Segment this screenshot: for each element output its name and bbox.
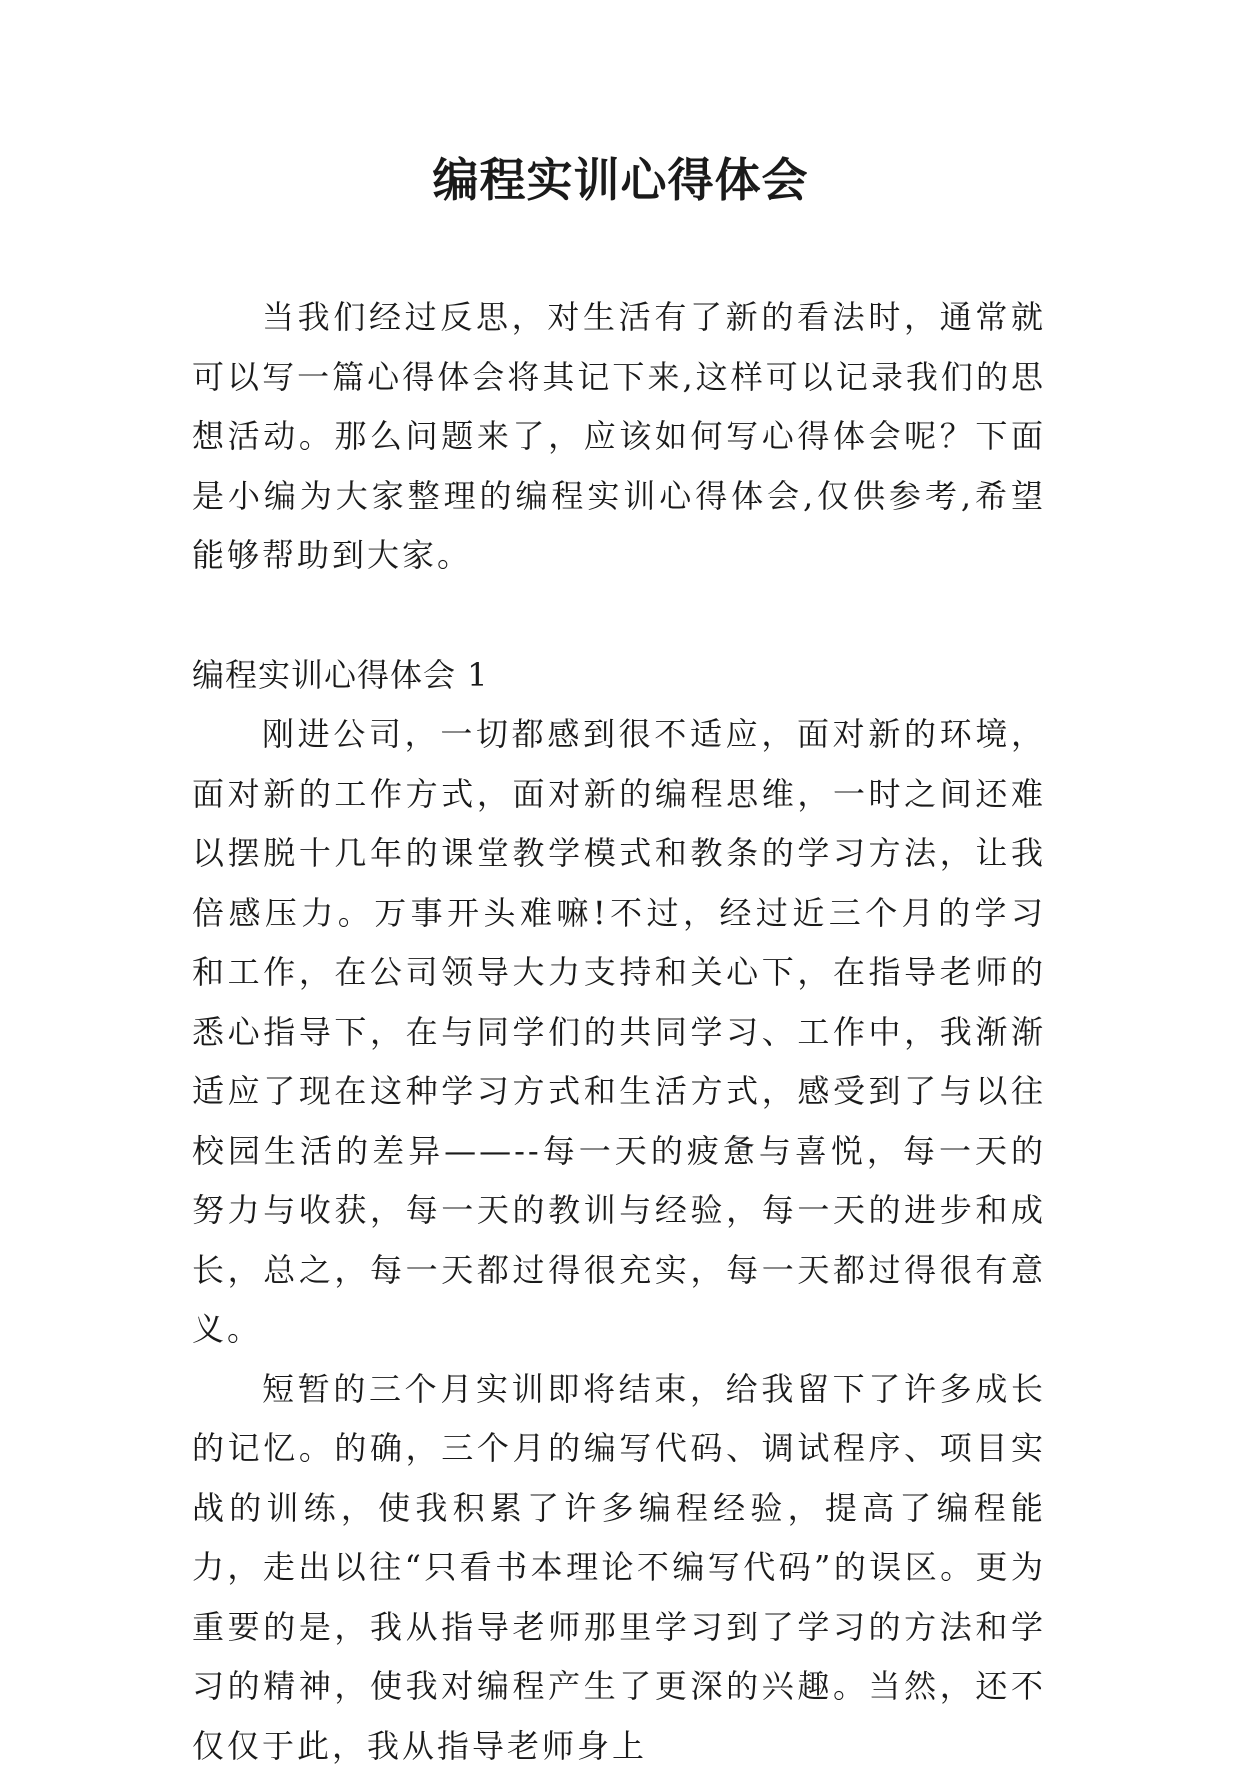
document-title: 编程实训心得体会 [0,150,1241,210]
body-paragraph-2: 短暂的三个月实训即将结束，给我留下了许多成长的记忆。的确，三个月的编写代码、调试程序、项目实战的训练，使我积累了许多编程经验，提高了编程能力，走出以往“只看书本理论不编写代码”的误区。更为重要的是，我从指导老师那里学习到了学习的方法和学习的精神，使我对编程产生了更深的兴趣。当然，还不仅仅于此，我从指导老师身上 [192,1360,1046,1776]
intro-paragraph: 当我们经过反思，对生活有了新的看法时，通常就可以写一篇心得体会将其记下来,这样可以记录我们的思想活动。那么问题来了，应该如何写心得体会呢？下面是小编为大家整理的编程实训心得体会,仅供参考,希望能够帮助到大家。 [192,288,1046,586]
body-paragraph-1: 刚进公司，一切都感到很不适应，面对新的环境，面对新的工作方式，面对新的编程思维，一时之间还难以摆脱十几年的课堂教学模式和教条的学习方法，让我倍感压力。万事开头难嘛!不过，经过近三个月的学习和工作，在公司领导大力支持和关心下，在指导老师的悉心指导下，在与同学们的共同学习、工作中，我渐渐适应了现在这种学习方式和生活方式，感受到了与以往校园生活的差异——--每一天的疲惫与喜悦，每一天的努力与收获，每一天的教训与经验，每一天的进步和成长，总之，每一天都过得很充实，每一天都过得很有意义。 [192,705,1046,1360]
document-body [192,288,1046,1776]
section-heading: 编程实训心得体会 1 [192,646,1046,706]
